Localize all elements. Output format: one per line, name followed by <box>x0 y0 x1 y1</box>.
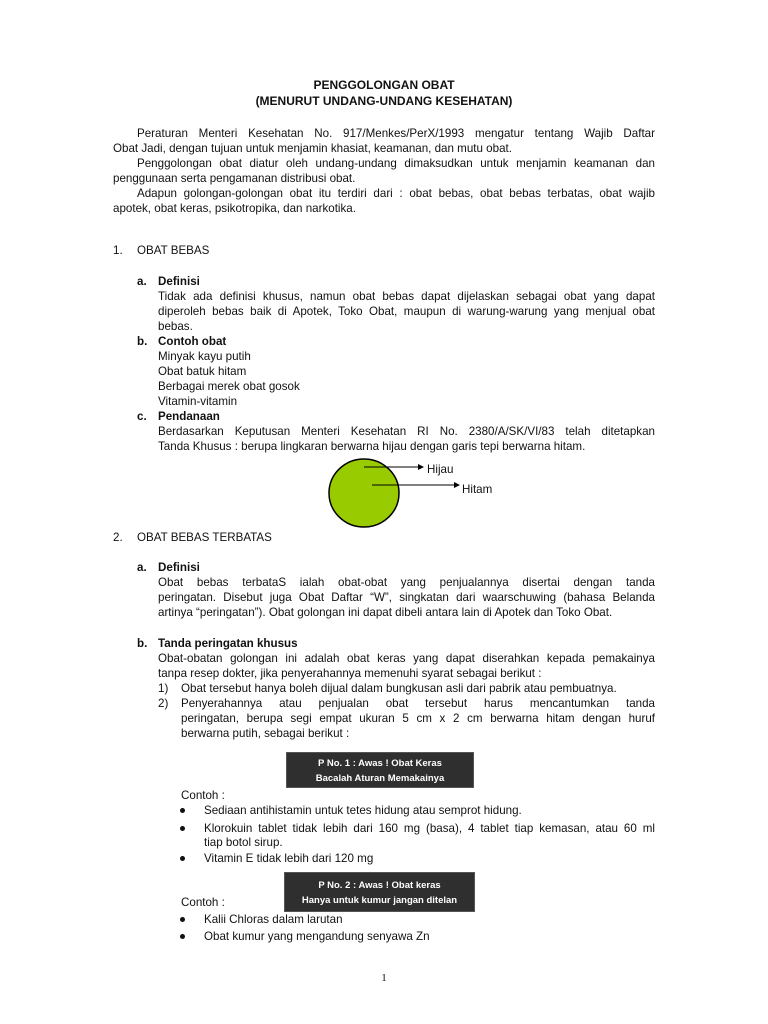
example-item: Obat batuk hitam <box>158 365 247 378</box>
intro-p2-line1: Penggolongan obat diatur oleh undang-undang dimaksudkan untuk menjamin keamanan dan <box>137 157 655 170</box>
bullet-icon <box>180 826 185 831</box>
arrow-head-hitam <box>454 482 460 488</box>
section1-a-line1: Tidak ada definisi khusus, namun obat bebas dapat dijelaskan sebagai obat yang dapat <box>158 290 655 303</box>
list-item: Vitamin E tidak lebih dari 120 mg <box>204 852 374 865</box>
condition-number: 2) <box>158 697 169 710</box>
bullet-icon <box>180 917 185 922</box>
condition-number: 1) <box>158 682 169 695</box>
page-number: 1 <box>381 972 387 984</box>
list-item-continuation: tiap botol sirup. <box>204 836 283 849</box>
arrow-head-hijau <box>418 464 424 470</box>
section2-a-line3: artinya “peringatan”). Obat golongan ini dapat dibeli antara lain di Apotek dan Toko Obat. <box>158 606 613 619</box>
intro-p3-line2: apotek, obat keras, psikotropika, dan narkotika. <box>113 202 356 215</box>
condition-text: berwarna putih, sebagai berikut : <box>181 727 350 740</box>
section1-a-line2: diperoleh bebas baik di Apotek, Toko Obat, maupun di warung-warung yang menjual obat <box>158 305 655 318</box>
intro-p2-line2: penggunaan serta pengamanan distribusi obat. <box>113 172 356 185</box>
example-item: Minyak kayu putih <box>158 350 251 363</box>
contoh-label: Contoh : <box>181 896 225 909</box>
intro-p1-line2: Obat Jadi, dengan tujuan untuk menjamin khasiat, keamanan, dan mutu obat. <box>113 142 512 155</box>
list-item: Kalii Chloras dalam larutan <box>204 913 343 926</box>
warning-label-p1-line1: P No. 1 : Awas ! Obat Keras <box>318 758 442 769</box>
intro-p1-line1: Peraturan Menteri Kesehatan No. 917/Menkes/PerX/1993 mengatur tentang Wajib Daftar <box>137 127 655 140</box>
section1-a-heading: Definisi <box>158 275 200 288</box>
section1-a-label: a. <box>137 275 147 288</box>
warning-label-p2-line1: P No. 2 : Awas ! Obat keras <box>318 880 441 891</box>
section2-number: 2. <box>113 531 123 544</box>
section2-a-line2: peringatan. Disebut juga Obat Daftar “W”, singkatan dari waarschuwing (bahasa Belanda <box>158 591 655 604</box>
condition-text: peringatan, berupa segi empat ukuran 5 cm x 2 cm berwarna hitam dengan huruf <box>181 712 655 725</box>
section2-b-line2: tanpa resep dokter, jika penyerahannya memenuhi syarat sebagai berikut : <box>158 667 542 680</box>
page-title: PENGGOLONGAN OBAT <box>313 78 455 92</box>
green-circle-symbol <box>329 459 399 527</box>
symbol-label-hijau: Hijau <box>427 463 454 476</box>
section2-b-line1: Obat-obatan golongan ini adalah obat keras yang dapat diserahkan kepada pemakainya <box>158 652 655 665</box>
condition-text: Obat tersebut hanya boleh dijual dalam bungkusan asli dari pabrik atau pembuatnya. <box>181 682 617 695</box>
list-item: Sediaan antihistamin untuk tetes hidung atau semprot hidung. <box>204 804 522 817</box>
section1-b-label: b. <box>137 335 148 348</box>
warning-label-p2-line2: Hanya untuk kumur jangan ditelan <box>301 895 458 906</box>
section1-a-line3: bebas. <box>158 320 193 333</box>
section2-heading: OBAT BEBAS TERBATAS <box>137 531 272 544</box>
section2-a-line1: Obat bebas terbataS ialah obat-obat yang penjualannya disertai dengan tanda <box>158 576 655 589</box>
list-item: Klorokuin tablet tidak lebih dari 160 mg (basa), 4 tablet tiap kemasan, atau 60 ml <box>204 822 655 835</box>
example-item: Vitamin-vitamin <box>158 395 238 408</box>
bullet-icon <box>180 808 185 813</box>
intro-p3-line1: Adapun golongan-golongan obat itu terdiri dari : obat bebas, obat bebas terbatas, obat wajib <box>137 187 655 200</box>
warning-label-p2 <box>284 872 475 912</box>
section2-a-heading: Definisi <box>158 561 200 574</box>
section1-heading: OBAT BEBAS <box>137 244 210 257</box>
section2-a-label: a. <box>137 561 147 574</box>
section1-c-line1: Berdasarkan Keputusan Menteri Kesehatan RI No. 2380/A/SK/VI/83 telah ditetapkan <box>158 425 655 438</box>
contoh-label: Contoh : <box>181 789 225 802</box>
bullet-icon <box>180 856 185 861</box>
section1-c-label: c. <box>137 410 147 423</box>
warning-label-p1 <box>286 752 474 788</box>
bullet-icon <box>180 934 185 939</box>
page-subtitle: (MENURUT UNDANG-UNDANG KESEHATAN) <box>255 94 513 108</box>
list-item: Obat kumur yang mengandung senyawa Zn <box>204 930 430 943</box>
condition-text: Penyerahannya atau penjualan obat tersebut harus mencantumkan tanda <box>181 697 655 710</box>
symbol-label-hitam: Hitam <box>462 483 493 496</box>
section2-b-heading: Tanda peringatan khusus <box>158 637 298 650</box>
section1-number: 1. <box>113 244 123 257</box>
section1-c-line2: Tanda Khusus : berupa lingkaran berwarna hijau dengan garis tepi berwarna hitam. <box>158 440 586 453</box>
section1-b-heading: Contoh obat <box>158 335 227 348</box>
example-item: Berbagai merek obat gosok <box>158 380 300 393</box>
section1-c-heading: Pendanaan <box>158 410 220 423</box>
section2-b-label: b. <box>137 637 148 650</box>
warning-label-p1-line2: Bacalah Aturan Memakainya <box>315 773 445 784</box>
